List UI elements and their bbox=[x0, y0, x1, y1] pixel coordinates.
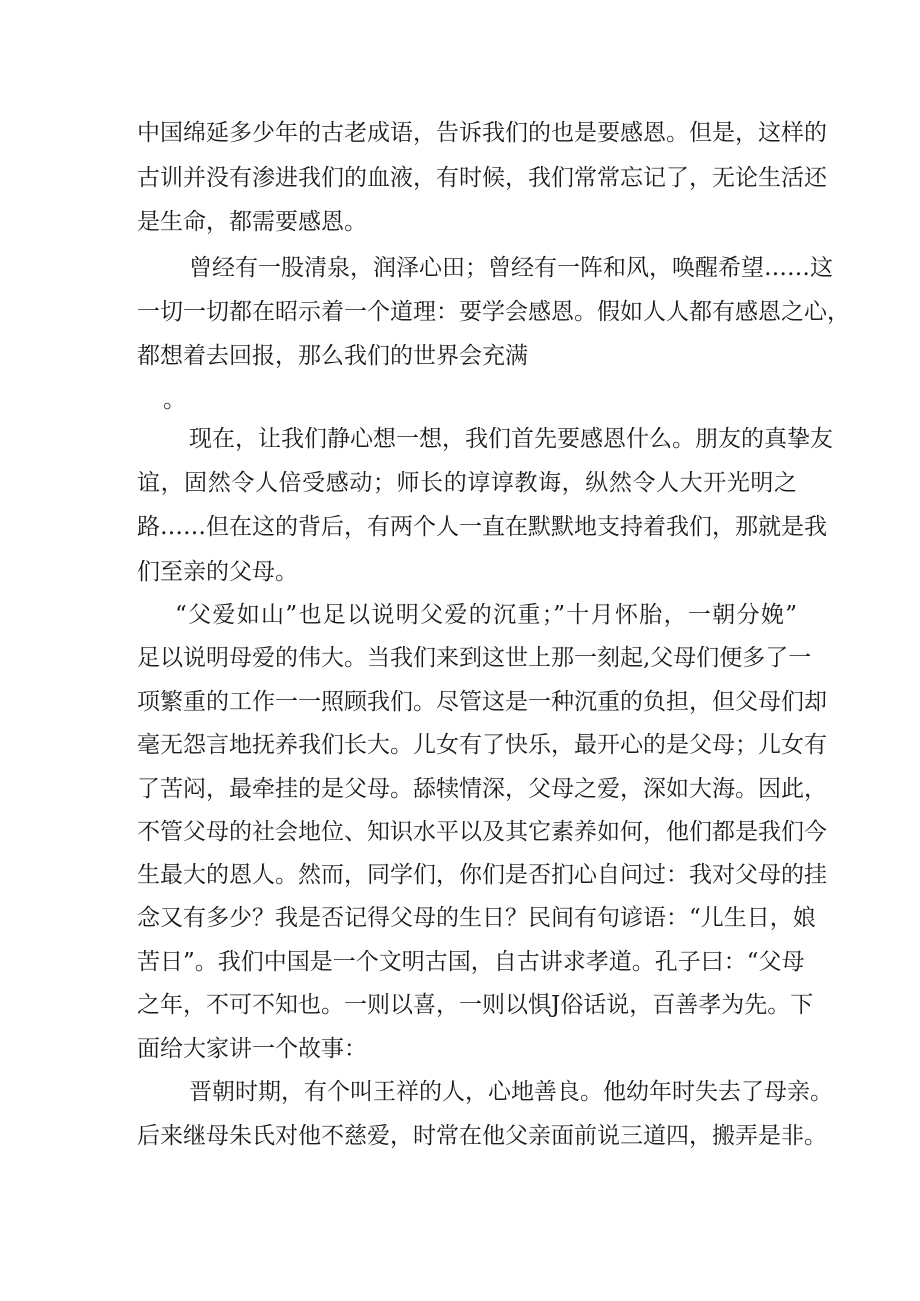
text-line: 都想着去回报，那么我们的世界会充满 bbox=[137, 343, 528, 369]
text-line: 曾经有一股清泉，润泽心田；曾经有一阵和风，唤醒希望……这 bbox=[189, 255, 833, 281]
text-line: 之年，不可不知也。一则以喜，一则以惧J俗话说，百善孝为先。下 bbox=[137, 992, 814, 1018]
text-line: 是生命，都需要感恩。 bbox=[137, 209, 367, 235]
text-line: 后来继母朱氏对他不慈爱，时常在他父亲面前说三道四，搬弄是非。 bbox=[137, 1123, 827, 1149]
text-line: 苦日”。我们中国是一个文明古国，自古讲求孝道。孔子曰：“父母 bbox=[137, 949, 805, 975]
text-line: 谊，固然令人倍受感动；师长的谆谆教诲，纵然令人大开光明之 bbox=[137, 470, 797, 496]
text-line: 中国绵延多少年的古老成语，告诉我们的也是要感恩。但是，这样的 bbox=[137, 120, 827, 146]
text-line: 路……但在这的背后，有两个人一直在默默地支持着我们，那就是我 bbox=[137, 514, 827, 540]
text-line: 毫无怨言地抚养我们长大。儿女有了快乐，最开心的是父母；儿女有 bbox=[137, 732, 827, 758]
text-line: 一切一切都在昭示着一个道理：要学会感恩。假如人人都有感恩之心， bbox=[137, 299, 850, 325]
text-line: 晋朝时期，有个叫王祥的人，心地善良。他幼年时失去了母亲。 bbox=[189, 1079, 833, 1105]
text-line: 不管父母的社会地位、知识水平以及其它素养如何，他们都是我们今 bbox=[137, 819, 827, 845]
text-line: 项繁重的工作一一照顾我们。尽管这是一种沉重的负担，但父母们却 bbox=[137, 689, 827, 715]
text-line: 足以说明母爱的伟大。当我们来到这世上那一刻起,父母们便多了一 bbox=[137, 645, 812, 671]
text-line: 。 bbox=[163, 387, 186, 413]
text-line: 面给大家讲一个故事： bbox=[137, 1036, 367, 1062]
text-line: 现在，让我们静心想一想，我们首先要感恩什么。朋友的真挚友 bbox=[189, 426, 833, 452]
text-line: 生最大的恩人。然而，同学们，你们是否扪心自问过：我对父母的挂 bbox=[137, 862, 827, 888]
text-line: 古训并没有渗进我们的血液，有时候，我们常常忘记了，无论生活还 bbox=[137, 165, 827, 191]
text-line: 念又有多少？我是否记得父母的生日？民间有句谚语：“儿生日，娘 bbox=[137, 905, 816, 931]
text-line: 们至亲的父母。 bbox=[137, 559, 298, 585]
text-line: “父爱如山”也足以说明父爱的沉重；”十月怀胎，一朝分娩” bbox=[175, 602, 797, 628]
text-line: 了苦闷，最牵挂的是父母。舔犊情深，父母之爱，深如大海。因此， bbox=[137, 776, 827, 802]
